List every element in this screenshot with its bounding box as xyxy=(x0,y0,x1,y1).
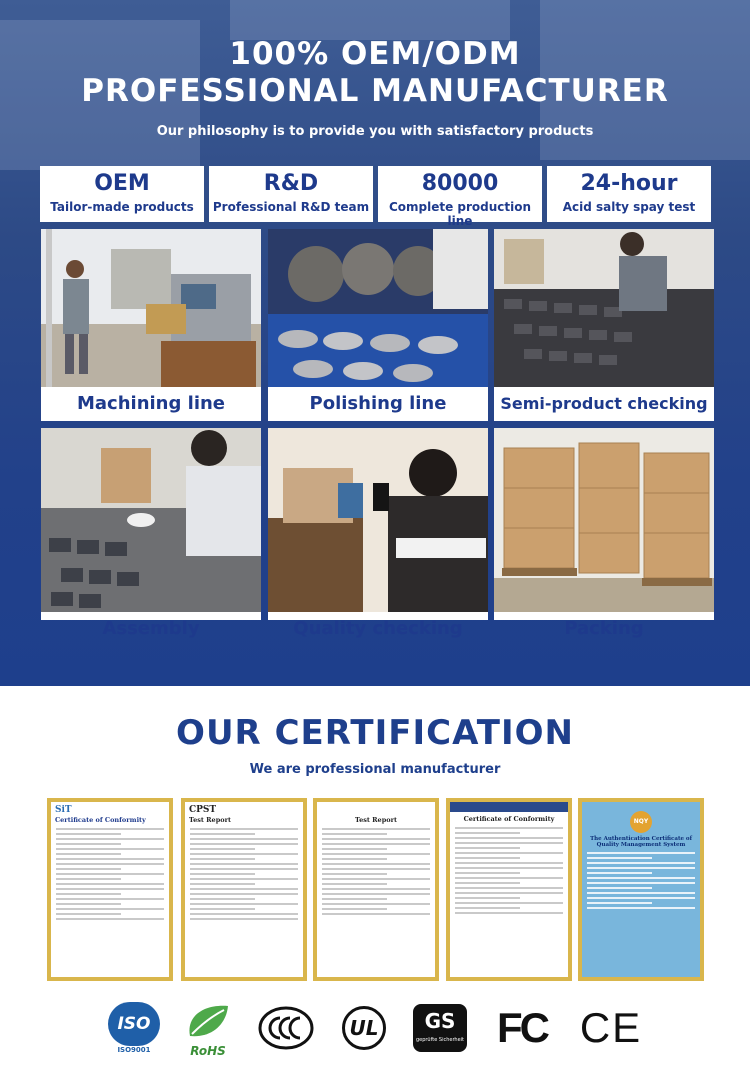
gs-logo xyxy=(412,1002,468,1054)
certificate-document xyxy=(446,798,572,981)
certificate-document xyxy=(47,798,173,981)
checking-photo xyxy=(494,229,714,387)
iso-mark: ISO xyxy=(108,1002,160,1046)
certification-subtitle: We are professional manufacturer xyxy=(249,762,501,777)
stat-spray-test xyxy=(547,166,711,222)
hero-title-line1: 100% OEM/ODM xyxy=(229,36,521,72)
quality-photo xyxy=(268,428,488,612)
background-building xyxy=(230,0,510,40)
stat-value: 80000 xyxy=(421,171,499,196)
machining-photo xyxy=(41,229,261,387)
rohs-logo xyxy=(179,1002,237,1058)
stat-value: OEM xyxy=(94,171,150,196)
gallery-caption: Packing xyxy=(564,618,644,639)
certificate-label: Certificate of Conformity xyxy=(463,815,555,823)
stat-label: Tailor-made products xyxy=(50,200,194,214)
polishing-photo xyxy=(268,229,488,387)
certification-title: OUR CERTIFICATION xyxy=(176,713,574,753)
certificate-label: Test Report xyxy=(189,816,231,824)
fcc-mark: FC xyxy=(497,1004,547,1051)
stat-value: R&D xyxy=(263,171,319,196)
ccc-icon xyxy=(258,1006,314,1050)
assembly-photo xyxy=(41,428,261,612)
leaf-icon xyxy=(180,1002,236,1040)
certificate-label: Certificate of Conformity xyxy=(55,816,146,824)
stat-rnd xyxy=(209,166,373,222)
gallery-item-assembly xyxy=(41,428,261,639)
certificate-document xyxy=(578,798,704,981)
stat-label: Acid salty spay test xyxy=(562,200,696,214)
certificate-label: Test Report xyxy=(355,816,397,824)
iso-code: ISO9001 xyxy=(117,1046,151,1054)
gallery-caption: Assembly xyxy=(102,618,200,639)
gs-mark: GS xyxy=(424,1009,456,1033)
certificate-document xyxy=(181,798,307,981)
certificate-heading: NQY xyxy=(630,811,652,833)
ccc-logo xyxy=(258,1002,314,1054)
fcc-logo xyxy=(488,1002,556,1054)
stat-production xyxy=(378,166,542,228)
certificate-heading: SiT xyxy=(55,805,72,815)
packing-photo xyxy=(494,428,714,612)
stat-label: Complete production line xyxy=(388,200,532,228)
ce-logo xyxy=(575,1002,647,1054)
gallery-caption: Semi-product checking xyxy=(500,394,708,413)
rohs-mark: RoHS xyxy=(190,1044,226,1058)
gs-caption: geprüfte Sicherheit xyxy=(415,1037,465,1043)
gallery-item-checking xyxy=(494,229,714,421)
gallery-item-polishing xyxy=(268,229,488,421)
hero-title-line2: PROFESSIONAL MANUFACTURER xyxy=(81,73,669,109)
stat-value: 24-hour xyxy=(580,171,678,196)
gallery-caption: Polishing line xyxy=(309,393,447,414)
gallery-caption: Quality checking xyxy=(293,618,463,639)
ul-mark: UL xyxy=(342,1006,386,1050)
gallery-item-machining xyxy=(41,229,261,421)
certificate-label: The Authentication Certificate of Quality Management System xyxy=(590,836,692,848)
stat-oem xyxy=(40,166,204,222)
ul-logo xyxy=(340,1002,388,1054)
certificate-document xyxy=(313,798,439,981)
hero-subtitle: Our philosophy is to provide you with satisfactory products xyxy=(156,124,594,139)
gallery-item-quality xyxy=(268,428,488,639)
ce-mark: CE xyxy=(579,1004,643,1051)
stat-label: Professional R&D team xyxy=(212,200,370,214)
gallery-item-packing xyxy=(494,428,714,639)
gallery-caption: Machining line xyxy=(76,393,226,414)
certificate-heading: CPST xyxy=(189,805,217,815)
iso-logo xyxy=(105,1002,163,1054)
